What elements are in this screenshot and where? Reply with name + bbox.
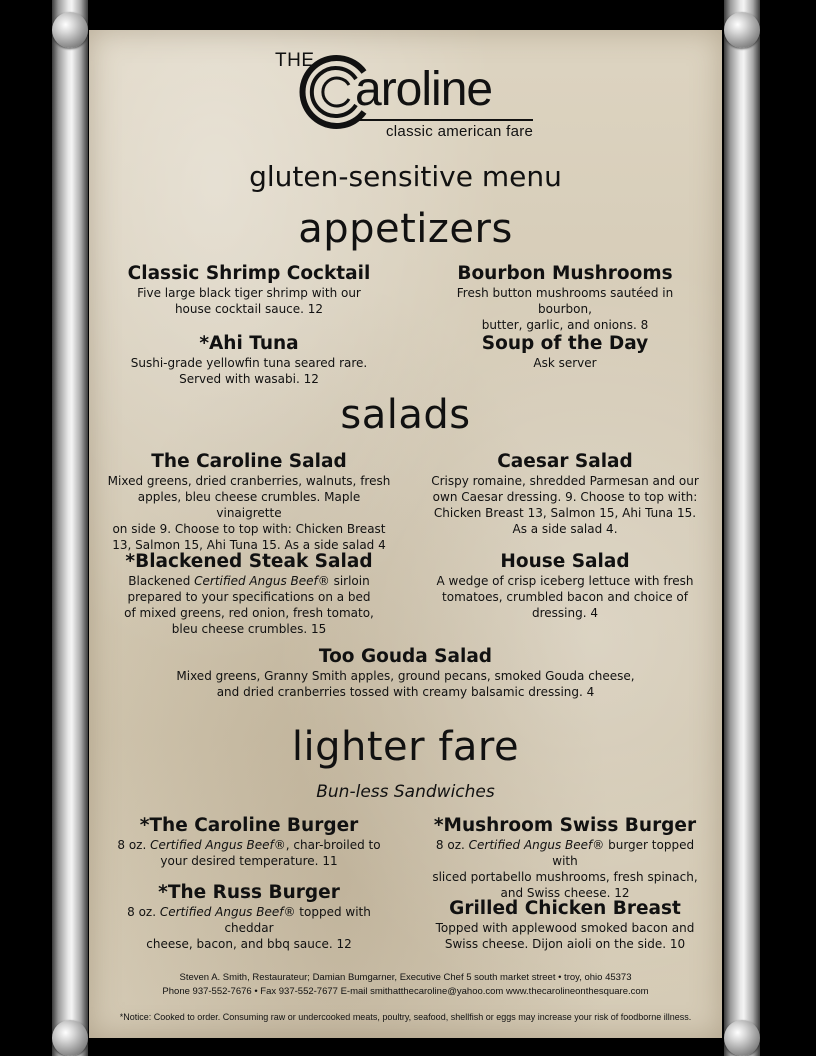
logo-underline <box>353 119 533 121</box>
logo-wordmark: aroline <box>355 63 493 116</box>
item-name: Classic Shrimp Cocktail <box>127 263 371 284</box>
menu-item <box>129 647 682 700</box>
item-name: *Blackened Steak Salad <box>125 551 373 572</box>
item-name: House Salad <box>500 551 630 572</box>
food-safety-notice: *Notice: Cooked to order. Consuming raw or undercooked meats, poultry, seafood, shellfish or eggs may increase your risk of foodborne illness. <box>119 1012 692 1022</box>
menu-item <box>429 264 701 333</box>
item-name: Grilled Chicken Breast <box>449 898 681 919</box>
menu-item <box>109 816 389 869</box>
item-description: Sushi-grade yellowfin tuna seared rare. Served with wasabi. 12 <box>130 356 368 386</box>
item-name: *Mushroom Swiss Burger <box>433 815 697 836</box>
section-title-appetizers: appetizers <box>298 206 513 252</box>
item-name: Bourbon Mushrooms <box>457 263 673 284</box>
menu-item <box>425 816 705 901</box>
item-description: 8 oz. Certified Angus Beef®, char-broiled to your desired temperature. 11 <box>117 838 381 868</box>
item-description: Crispy romaine, shredded Parmesan and our own Caesar dressing. 9. Choose to top with: Chicken Breast 13, Salmon 15, Ahi Tuna 15. As a side salad 4. <box>431 474 699 536</box>
section-title-lighter-fare: lighter fare <box>291 724 520 770</box>
menu-item <box>103 883 395 952</box>
item-description: Mixed greens, Granny Smith apples, ground pecans, smoked Gouda cheese, and dried cranberries tossed with creamy balsamic dressing. 4 <box>176 669 635 699</box>
contact-line: Steven A. Smith, Restaurateur; Damian Bumgarner, Executive Chef 5 south market street • troy, ohio 45373 <box>179 972 632 983</box>
item-description: Mixed greens, dried cranberries, walnuts, fresh apples, bleu cheese crumbles. Maple vinaigrette on side 9. Choose to top with: Chicken Breast 13, Salmon 15, Ahi Tuna 15. As a side salad 4 <box>107 474 391 552</box>
item-name: The Caroline Salad <box>151 451 347 472</box>
item-description: Blackened Certified Angus Beef® sirloin prepared to your specifications on a bed of mixed greens, red onion, fresh tomato, bleu cheese crumbles. 15 <box>124 574 374 636</box>
item-name: *Ahi Tuna <box>199 333 299 354</box>
item-description: A wedge of crisp iceberg lettuce with fresh tomatoes, crumbled bacon and choice of dressing. 4 <box>436 574 694 620</box>
item-name: Caesar Salad <box>497 451 633 472</box>
item-description: 8 oz. Certified Angus Beef® topped with cheddar cheese, bacon, and bbq sauce. 12 <box>127 905 371 951</box>
right-metal-rail <box>724 0 760 1056</box>
logo-tagline: classic american fare <box>386 123 534 140</box>
item-description: Five large black tiger shrimp with our house cocktail sauce. 12 <box>137 286 361 316</box>
bolt-icon <box>724 1020 760 1056</box>
section-title-salads: salads <box>340 392 471 438</box>
menu-item <box>425 552 705 621</box>
item-name: *The Caroline Burger <box>139 815 359 836</box>
item-description: Topped with applewood smoked bacon and Swiss cheese. Dijon aioli on the side. 10 <box>435 921 695 951</box>
bolt-icon <box>724 12 760 48</box>
menu-item <box>429 334 701 371</box>
menu-item <box>107 552 391 637</box>
item-name: Too Gouda Salad <box>318 646 493 667</box>
bolt-icon <box>52 1020 88 1056</box>
item-name: Soup of the Day <box>481 333 649 354</box>
menu-subtitle: gluten-sensitive menu <box>249 160 562 193</box>
restaurant-contact <box>89 971 722 999</box>
item-description: Ask server <box>533 356 597 370</box>
left-metal-rail <box>52 0 88 1056</box>
logo-the: THE <box>275 50 315 71</box>
item-name: *The Russ Burger <box>158 882 340 903</box>
menu-item <box>107 452 391 553</box>
menu-item <box>425 899 705 952</box>
item-description: 8 oz. Certified Angus Beef® burger topped with sliced portabello mushrooms, fresh spinach, and Swiss cheese. 12 <box>432 838 698 900</box>
menu-item <box>425 452 705 537</box>
contact-line: Phone 937-552-7676 • Fax 937-552-7677 E-mail smithatthecaroline@yahoo.com www.thecarolineonthesquare.com <box>162 986 649 997</box>
menu-page <box>89 30 722 1038</box>
section-subtitle: Bun-less Sandwiches <box>316 782 495 802</box>
menu-item <box>119 334 379 387</box>
bolt-icon <box>52 12 88 48</box>
item-description: Fresh button mushrooms sautéed in bourbon, butter, garlic, and onions. 8 <box>456 286 674 332</box>
menu-item <box>119 264 379 317</box>
